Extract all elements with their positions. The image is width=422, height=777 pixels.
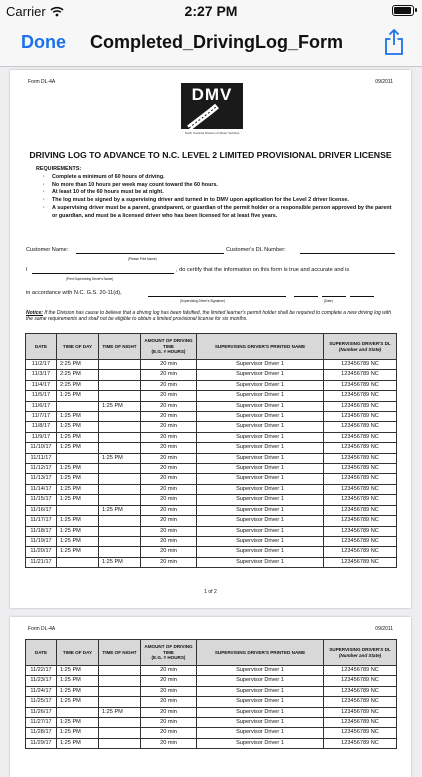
cell-amount: 20 min [141,453,197,463]
table-row [26,728,397,738]
cell-supervisor-name: Supervisor Driver 1 [197,474,324,484]
cell-supervisor-name: Supervisor Driver 1 [197,401,324,411]
cell-date: 11/27/17 [26,718,57,728]
cell-time-of-day: 1:25 PM [57,391,99,401]
cell-amount: 20 min [141,697,197,707]
cell-time-of-day: 1:25 PM [57,484,99,494]
cell-time-of-night [99,474,141,484]
cell-supervisor-dl: 123456789 NC [324,547,397,557]
cell-time-of-night [99,547,141,557]
cell-date: 11/19/17 [26,536,57,546]
cell-supervisor-dl: 123456789 NC [324,474,397,484]
cell-date: 11/18/17 [26,526,57,536]
cell-date: 11/16/17 [26,505,57,515]
cell-time-of-night [99,526,141,536]
amount-header-label: AMOUNT OF DRIVING TIME [144,338,193,349]
supervisor-dl-header-sub: (Number and State) [338,346,382,352]
table-row [26,707,397,717]
navigation-bar [0,22,422,67]
form-number: Form DL-4A [28,626,56,632]
cell-time-of-day: 2:25 PM [57,360,99,370]
cell-amount: 20 min [141,443,197,453]
table-row [26,412,397,422]
cell-amount: 20 min [141,422,197,432]
driving-log-table [25,333,397,568]
amount-header-label: AMOUNT OF DRIVING TIME [144,644,193,655]
cell-supervisor-name: Supervisor Driver 1 [197,412,324,422]
cell-supervisor-dl: 123456789 NC [324,676,397,686]
cell-time-of-day: 1:25 PM [57,495,99,505]
cell-supervisor-dl: 123456789 NC [324,707,397,717]
cell-date: 11/29/17 [26,738,57,748]
cell-supervisor-name: Supervisor Driver 1 [197,360,324,370]
cell-amount: 20 min [141,547,197,557]
notice-text: If the Division has cause to believe that a driving log has been falsified, the limited learner's permit holder shall be required to complete a new driving log with the same requirements and shall not be eligible to obtain a limited provisional license for six months. [26,310,392,322]
cell-amount: 20 min [141,557,197,567]
cell-date: 11/11/17 [26,453,57,463]
cell-supervisor-dl: 123456789 NC [324,370,397,380]
cell-amount: 20 min [141,738,197,748]
cell-time-of-night [99,697,141,707]
customer-dl-label: Customer's DL Number: [226,247,286,253]
cell-supervisor-name: Supervisor Driver 1 [197,666,324,676]
cell-time-of-day: 2:25 PM [57,380,99,390]
nav-title: Completed_DrivingLog_Form [90,32,344,52]
cell-date: 11/10/17 [26,443,57,453]
customer-name-label: Customer Name: [26,247,69,253]
print-name-hint: (Please Print Name) [128,257,157,261]
table-row [26,526,397,536]
col-header-date: DATE [26,334,57,360]
table-row [26,557,397,567]
cell-supervisor-name: Supervisor Driver 1 [197,718,324,728]
cell-amount: 20 min [141,370,197,380]
col-header-time-of-day: TIME OF DAY [57,334,99,360]
cell-time-of-day: 1:25 PM [57,536,99,546]
cell-supervisor-dl: 123456789 NC [324,432,397,442]
cell-supervisor-name: Supervisor Driver 1 [197,686,324,696]
cell-time-of-day: 1:25 PM [57,422,99,432]
cell-time-of-day: 1:25 PM [57,686,99,696]
cell-date: 11/25/17 [26,697,57,707]
supervisor-name-field[interactable] [32,272,174,274]
cell-supervisor-dl: 123456789 NC [324,686,397,696]
table-row [26,443,397,453]
cell-supervisor-name: Supervisor Driver 1 [197,391,324,401]
cell-supervisor-dl: 123456789 NC [324,360,397,370]
cell-supervisor-name: Supervisor Driver 1 [197,370,324,380]
cell-amount: 20 min [141,412,197,422]
col-header-time-of-day: TIME OF DAY [57,640,99,666]
table-row [26,422,397,432]
status-time: 2:27 PM [184,3,238,19]
cell-time-of-night [99,412,141,422]
col-header-supervisor-dl [324,334,397,360]
table-row [26,686,397,696]
cell-date: 11/23/17 [26,676,57,686]
cell-amount: 20 min [141,536,197,546]
cell-amount: 20 min [141,360,197,370]
cell-date: 11/20/17 [26,547,57,557]
document-page-2 [10,617,411,777]
table-row [26,495,397,505]
col-header-supervisor-name: SUPERVISING DRIVER'S PRINTED NAME [197,334,324,360]
table-header-row [26,334,397,360]
document-page-1 [10,70,411,608]
cell-supervisor-name: Supervisor Driver 1 [197,453,324,463]
cell-time-of-night [99,484,141,494]
table-row [26,547,397,557]
cell-time-of-night: 1:25 PM [99,453,141,463]
cell-amount: 20 min [141,401,197,411]
done-button[interactable]: Done [21,32,66,52]
supervisor-dl-header-sub: (Number and State) [338,652,382,658]
cell-time-of-night [99,666,141,676]
cell-time-of-night [99,495,141,505]
cell-time-of-day: 1:25 PM [57,443,99,453]
cell-supervisor-dl: 123456789 NC [324,718,397,728]
table-row [26,474,397,484]
cell-amount: 20 min [141,391,197,401]
cell-date: 11/21/17 [26,557,57,567]
requirement-item: · No more than 10 hours per week may count toward the 60 hours. [36,182,396,190]
cell-amount: 20 min [141,380,197,390]
table-row [26,484,397,494]
cell-time-of-night [99,422,141,432]
cell-date: 11/15/17 [26,495,57,505]
cell-supervisor-dl: 123456789 NC [324,738,397,748]
page-number: 1 of 2 [204,589,217,595]
carrier-label: Carrier [6,4,46,19]
cell-amount: 20 min [141,676,197,686]
amount-header-sub: (E.G. # HOURS) [151,349,186,355]
cell-date: 11/7/17 [26,412,57,422]
cell-amount: 20 min [141,464,197,474]
requirement-item: · Complete a minimum of 60 hours of driving. [36,174,396,182]
table-row [26,432,397,442]
cell-time-of-night [99,728,141,738]
cell-date: 11/9/17 [26,432,57,442]
cell-amount: 20 min [141,718,197,728]
date-month-field[interactable] [294,295,318,297]
date-day-field[interactable] [322,295,346,297]
cell-time-of-day [57,707,99,717]
col-header-supervisor-dl [324,640,397,666]
requirements-title: REQUIREMENTS: [36,166,82,172]
cell-supervisor-dl: 123456789 NC [324,526,397,536]
cell-supervisor-dl: 123456789 NC [324,401,397,411]
cell-supervisor-name: Supervisor Driver 1 [197,464,324,474]
cell-supervisor-dl: 123456789 NC [324,495,397,505]
cell-supervisor-dl: 123456789 NC [324,412,397,422]
form-number: Form DL-4A [28,79,56,85]
cell-amount: 20 min [141,505,197,515]
cell-supervisor-name: Supervisor Driver 1 [197,505,324,515]
requirements [36,166,396,221]
certify-text: , do certify that the information on this form is true and accurate and is [176,267,350,273]
table-row [26,738,397,748]
cell-time-of-day: 1:25 PM [57,432,99,442]
col-header-time-of-night: TIME OF NIGHT [99,334,141,360]
cell-supervisor-dl: 123456789 NC [324,728,397,738]
cell-time-of-day: 1:25 PM [57,666,99,676]
cell-date: 11/4/17 [26,380,57,390]
cell-time-of-night: 1:25 PM [99,401,141,411]
battery-icon [392,5,414,16]
status-bar [0,0,422,22]
cell-supervisor-name: Supervisor Driver 1 [197,516,324,526]
certify-prefix: I [26,267,28,273]
cell-supervisor-name: Supervisor Driver 1 [197,495,324,505]
amount-header-sub: (E.G. # HOURS) [151,655,186,661]
notice-label: Notice: [26,310,43,316]
cell-time-of-night: 1:25 PM [99,505,141,515]
cell-supervisor-dl: 123456789 NC [324,505,397,515]
share-icon[interactable] [384,28,404,56]
cell-supervisor-name: Supervisor Driver 1 [197,547,324,557]
cell-supervisor-name: Supervisor Driver 1 [197,380,324,390]
date-year-field[interactable] [350,295,374,297]
table-row [26,453,397,463]
cell-date: 11/17/17 [26,516,57,526]
cell-time-of-night [99,464,141,474]
cell-time-of-night [99,676,141,686]
print-supervisor-hint: (Print Supervising Driver's Name) [66,277,114,281]
cell-date: 11/12/17 [26,464,57,474]
cell-supervisor-name: Supervisor Driver 1 [197,484,324,494]
signature-field[interactable] [148,295,286,297]
supervisor-dl-header-label: SUPERVISING DRIVER'S DL [329,340,391,346]
table-row [26,360,397,370]
cell-time-of-night [99,370,141,380]
cell-date: 11/26/17 [26,707,57,717]
customer-name-field[interactable] [76,252,224,254]
road-icon [181,83,243,129]
table-row [26,536,397,546]
table-row [26,718,397,728]
cell-supervisor-dl: 123456789 NC [324,464,397,474]
cell-amount: 20 min [141,728,197,738]
cell-supervisor-dl: 123456789 NC [324,516,397,526]
cell-time-of-day [57,401,99,411]
cell-time-of-night [99,536,141,546]
cell-time-of-day: 1:25 PM [57,547,99,557]
cell-supervisor-dl: 123456789 NC [324,557,397,567]
cell-amount: 20 min [141,495,197,505]
form-heading: DRIVING LOG TO ADVANCE TO N.C. LEVEL 2 LIMITED PROVISIONAL DRIVER LICENSE [29,150,392,160]
col-header-amount [141,640,197,666]
cell-supervisor-dl: 123456789 NC [324,443,397,453]
revision-date: 09/2011 [375,626,393,632]
cell-time-of-day [57,453,99,463]
signature-hint: (Supervising Driver's Signature) [180,299,225,303]
cell-amount: 20 min [141,686,197,696]
cell-supervisor-name: Supervisor Driver 1 [197,536,324,546]
table-row [26,697,397,707]
cell-supervisor-name: Supervisor Driver 1 [197,526,324,536]
cell-time-of-day: 1:25 PM [57,526,99,536]
col-header-date: DATE [26,640,57,666]
table-row [26,676,397,686]
logo-text: DMV [191,85,233,104]
table-header-row [26,640,397,666]
col-header-amount [141,334,197,360]
col-header-supervisor-name: SUPERVISING DRIVER'S PRINTED NAME [197,640,324,666]
cell-time-of-night [99,516,141,526]
cell-supervisor-name: Supervisor Driver 1 [197,432,324,442]
cell-date: 11/28/17 [26,728,57,738]
accordance-text: in accordance with N.C. G.S. 20-11(d), [26,290,122,296]
cell-date: 11/14/17 [26,484,57,494]
cell-time-of-night: 1:25 PM [99,557,141,567]
cell-amount: 20 min [141,484,197,494]
cell-supervisor-name: Supervisor Driver 1 [197,557,324,567]
cell-date: 11/24/17 [26,686,57,696]
notice [26,310,398,322]
table-row [26,380,397,390]
cell-time-of-night [99,718,141,728]
cell-supervisor-dl: 123456789 NC [324,380,397,390]
cell-time-of-night [99,380,141,390]
cell-supervisor-dl: 123456789 NC [324,697,397,707]
cell-time-of-day: 2:25 PM [57,370,99,380]
supervisor-dl-header-label: SUPERVISING DRIVER'S DL [329,646,391,652]
cell-time-of-night [99,443,141,453]
cell-date: 11/6/17 [26,401,57,411]
table-row [26,401,397,411]
date-hint: (Date) [324,299,333,303]
table-row [26,370,397,380]
cell-supervisor-dl: 123456789 NC [324,536,397,546]
cell-date: 11/13/17 [26,474,57,484]
cell-time-of-night [99,686,141,696]
cell-time-of-night [99,738,141,748]
cell-time-of-night [99,391,141,401]
cell-supervisor-name: Supervisor Driver 1 [197,422,324,432]
cell-supervisor-name: Supervisor Driver 1 [197,443,324,453]
cell-time-of-day: 1:25 PM [57,697,99,707]
cell-time-of-night [99,432,141,442]
cell-supervisor-name: Supervisor Driver 1 [197,676,324,686]
table-row [26,666,397,676]
table-row [26,391,397,401]
cell-supervisor-dl: 123456789 NC [324,391,397,401]
cell-supervisor-name: Supervisor Driver 1 [197,728,324,738]
cell-date: 11/3/17 [26,370,57,380]
requirement-item: · The log must be signed by a supervising driver and turned in to DMV upon application for the Level 2 driver license. [36,197,396,205]
cell-amount: 20 min [141,666,197,676]
cell-time-of-day [57,505,99,515]
cell-amount: 20 min [141,432,197,442]
cell-time-of-day: 1:25 PM [57,516,99,526]
revision-date: 09/2011 [375,79,393,85]
logo-subtitle: North Carolina Division of Motor Vehicles [184,131,240,135]
cell-time-of-day: 1:25 PM [57,464,99,474]
cell-supervisor-dl: 123456789 NC [324,453,397,463]
table-row [26,464,397,474]
cell-supervisor-dl: 123456789 NC [324,422,397,432]
cell-time-of-day: 1:25 PM [57,676,99,686]
cell-amount: 20 min [141,474,197,484]
requirement-item: · At least 10 of the 60 hours must be at night. [36,189,396,197]
cell-time-of-day: 1:25 PM [57,738,99,748]
table-row [26,505,397,515]
cell-supervisor-name: Supervisor Driver 1 [197,707,324,717]
cell-time-of-day: 1:25 PM [57,412,99,422]
cell-supervisor-dl: 123456789 NC [324,484,397,494]
cell-date: 11/5/17 [26,391,57,401]
cell-time-of-day: 1:25 PM [57,718,99,728]
cell-supervisor-dl: 123456789 NC [324,666,397,676]
cell-time-of-day: 1:25 PM [57,728,99,738]
cell-amount: 20 min [141,707,197,717]
cell-date: 11/8/17 [26,422,57,432]
cell-amount: 20 min [141,526,197,536]
cell-date: 11/22/17 [26,666,57,676]
cell-time-of-day [57,557,99,567]
driving-log-table [25,639,397,749]
cell-supervisor-name: Supervisor Driver 1 [197,697,324,707]
requirement-item: · A supervising driver must be a parent, grandparent, or guardian of the permit holder or a responsible person approved by the parent or guardian, and must be a licensed driver who has been licensed for at least five years. [36,205,396,221]
cell-amount: 20 min [141,516,197,526]
cell-time-of-night [99,360,141,370]
col-header-time-of-night: TIME OF NIGHT [99,640,141,666]
cell-date: 11/2/17 [26,360,57,370]
table-row [26,516,397,526]
customer-dl-field[interactable] [300,252,395,254]
cell-time-of-day: 1:25 PM [57,474,99,484]
dmv-logo [181,83,243,129]
cell-time-of-night: 1:25 PM [99,707,141,717]
cell-supervisor-name: Supervisor Driver 1 [197,738,324,748]
